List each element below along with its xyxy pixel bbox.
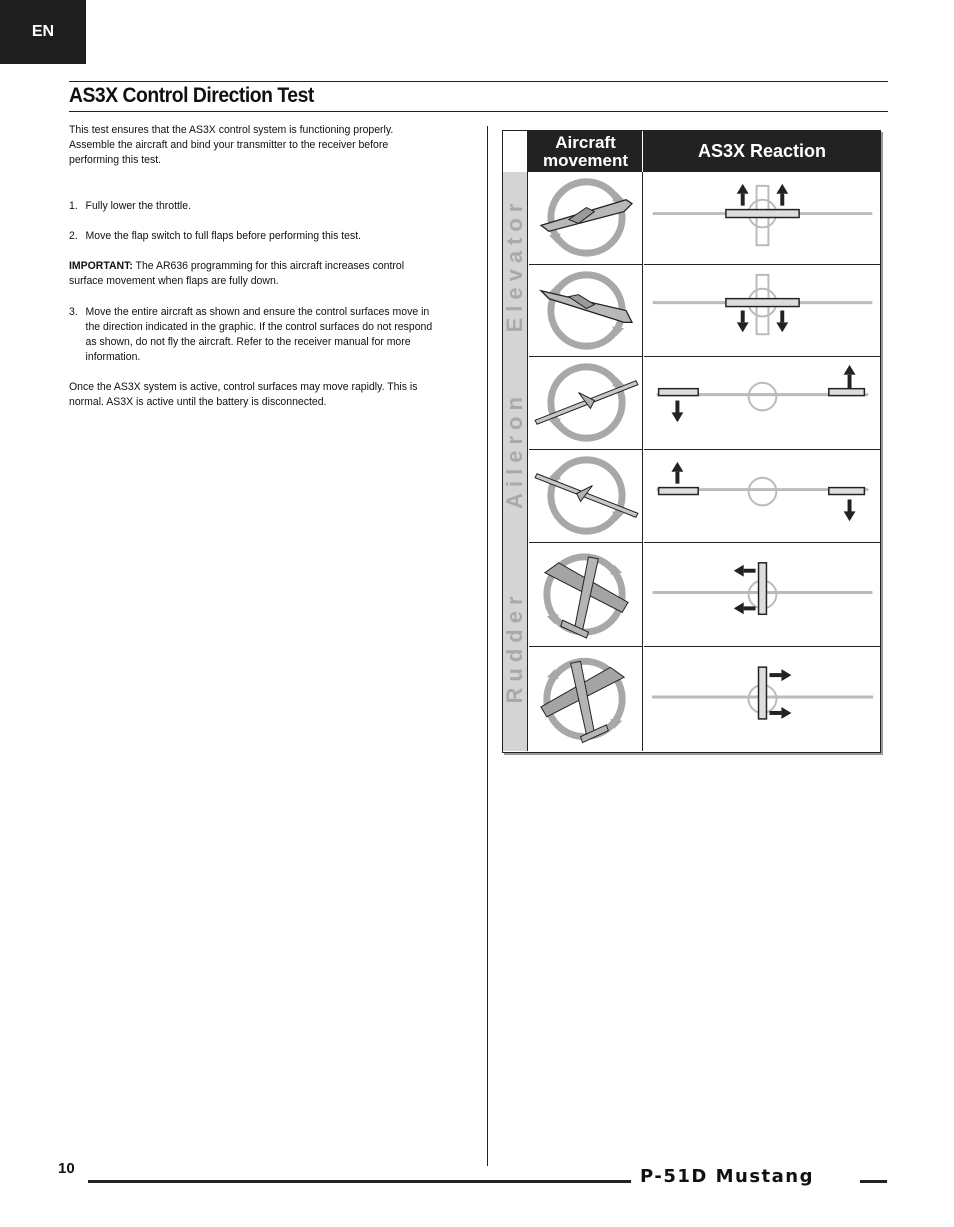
movement-rudder-left: [529, 543, 643, 647]
reaction-elevator-up: [644, 172, 880, 265]
intro-paragraph: This test ensures that the AS3X control system is functioning properly. Assemble the aircraft and bind your transmitter to the receiver before performing this test.: [69, 124, 394, 166]
important-label: IMPORTANT:: [69, 260, 133, 272]
group-label-elevator: Elevator: [503, 172, 528, 357]
reaction-rudder-left: [644, 543, 880, 647]
title-rule: [69, 111, 888, 112]
page-title: AS3X Control Direction Test: [69, 84, 314, 107]
important-note: [69, 259, 439, 289]
reaction-illustration: [644, 172, 880, 264]
reaction-illustration: [644, 265, 880, 356]
step-text: Fully lower the throttle.: [85, 200, 191, 212]
movement-rudder-right: [529, 647, 643, 751]
movement-elevator-up: [529, 172, 643, 265]
reaction-illustration: [644, 543, 880, 646]
header-aircraft-movement: Aircraft movement: [529, 131, 643, 172]
movement-illustration: [529, 543, 642, 646]
important-text: The AR636 programming for this aircraft increases control surface movement when flaps are fully down.: [69, 260, 405, 287]
top-rule: [69, 81, 888, 82]
step-1: [69, 199, 439, 214]
header-as3x-reaction: AS3X Reaction: [697, 141, 827, 161]
reaction-illustration: [644, 357, 880, 449]
movement-elevator-down: [529, 265, 643, 357]
footer-rule-end: [860, 1180, 887, 1183]
closing-paragraph: Once the AS3X system is active, control surfaces may move rapidly. This is normal. AS3X is active until the battery is disconnected.: [69, 381, 418, 408]
page-number: 10: [58, 1160, 75, 1177]
group-label-aileron: Aileron: [503, 357, 528, 543]
movement-illustration: [529, 647, 642, 751]
step-number: 2.: [69, 230, 78, 242]
control-direction-table: [502, 130, 881, 753]
reaction-illustration: [644, 450, 880, 542]
table-header: [503, 131, 880, 172]
reaction-rudder-right: [644, 647, 880, 751]
movement-aileron-left: [529, 357, 643, 450]
movement-illustration: [529, 265, 642, 356]
movement-illustration: [529, 450, 642, 542]
step-number: 3.: [69, 306, 78, 318]
reaction-aileron-left: [644, 357, 880, 450]
product-name: P-51D Mustang: [640, 1166, 814, 1187]
step-text: Move the entire aircraft as shown and ensure the control surfaces move in the direction indicated in the graphic. If the control surfaces do not respond as shown, do not fly the aircraft. Refer to the receiver manual for more information.: [85, 306, 433, 363]
column-divider: [487, 126, 488, 1166]
reaction-elevator-down: [644, 265, 880, 357]
movement-illustration: [529, 357, 642, 449]
footer-rule: [88, 1180, 631, 1183]
step-number: 1.: [69, 200, 78, 212]
language-tab: EN: [0, 0, 86, 64]
reaction-aileron-right: [644, 450, 880, 543]
group-label-rudder: Rudder: [503, 543, 528, 751]
movement-aileron-right: [529, 450, 643, 543]
header-corner: [503, 131, 528, 172]
movement-illustration: [529, 172, 642, 264]
step-2: [69, 229, 439, 244]
step-text: Move the flap switch to full flaps before performing this test.: [85, 230, 362, 242]
step-3: [69, 305, 439, 365]
reaction-illustration: [644, 647, 880, 751]
